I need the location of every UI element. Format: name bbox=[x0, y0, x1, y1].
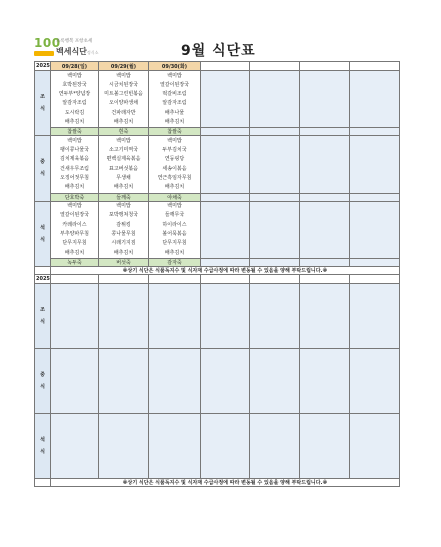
menu-item: 부추양파무침 bbox=[60, 230, 89, 237]
menu-item: 연두부*양념장 bbox=[58, 91, 91, 98]
menu-cell bbox=[300, 348, 350, 413]
porridge-cell: 감자죽 bbox=[149, 258, 201, 266]
menu-cell bbox=[300, 283, 350, 348]
menu-item: 카레라이스 bbox=[62, 221, 87, 228]
menu-item: 백미밥 bbox=[167, 137, 182, 144]
footnote: ※상기 식단은 식품독지수 및 식자재 수급사정에 따라 변동될 수 있음을 양해 부탁드립니다.※ bbox=[51, 266, 400, 274]
menu-item: 백미밥 bbox=[116, 137, 131, 144]
logo-number: 100 bbox=[34, 36, 61, 50]
menu-item: 팽이콩나물국 bbox=[60, 147, 89, 154]
date-header bbox=[250, 62, 300, 71]
menu-item: 백미밥 bbox=[167, 203, 182, 210]
menu-cell bbox=[149, 283, 201, 348]
menu-cell bbox=[149, 201, 201, 258]
menu-item: 시금치된장국 bbox=[109, 81, 138, 88]
menu-item: 백미밥 bbox=[167, 72, 182, 79]
porridge-cell bbox=[350, 258, 400, 266]
menu-cell bbox=[300, 413, 350, 478]
menu-item: 배추김치 bbox=[64, 118, 85, 125]
menu-item: 배추김치 bbox=[113, 249, 134, 256]
menu-item: 볼어묵볶음 bbox=[162, 230, 187, 237]
menu-item: 단무지무침 bbox=[62, 240, 87, 247]
menu-item: 배추나물 bbox=[164, 109, 185, 116]
menu-item: 떡갈비조림 bbox=[162, 91, 187, 98]
logo-name: 백세식단정식소 bbox=[56, 47, 99, 56]
meal-label-char: 식 bbox=[40, 448, 45, 455]
date-header bbox=[99, 274, 149, 283]
menu-cell bbox=[201, 413, 250, 478]
menu-item: 단무지무침 bbox=[162, 240, 187, 247]
menu-cell bbox=[350, 71, 400, 128]
menu-list bbox=[99, 71, 148, 127]
menu-cell bbox=[99, 201, 149, 258]
menu-item: 배추김치 bbox=[64, 184, 85, 191]
meal-label bbox=[35, 201, 51, 266]
porridge-cell bbox=[201, 128, 250, 136]
menu-item: 감튀킹 bbox=[116, 221, 131, 228]
menu-cell bbox=[99, 348, 149, 413]
menu-item: 백미밥 bbox=[67, 203, 82, 210]
menu-list bbox=[51, 71, 98, 127]
menu-cell bbox=[201, 348, 250, 413]
menu-item: 호박된장국 bbox=[62, 81, 87, 88]
menu-item: 열갈이된장국 bbox=[60, 212, 89, 219]
menu-item: 표고버섯볶음 bbox=[109, 165, 138, 172]
menu-item: 배추김치 bbox=[164, 118, 185, 125]
menu-cell bbox=[201, 201, 250, 258]
menu-cell bbox=[149, 413, 201, 478]
menu-cell bbox=[99, 283, 149, 348]
porridge-cell bbox=[250, 193, 300, 201]
menu-cell bbox=[250, 348, 300, 413]
menu-cell bbox=[300, 201, 350, 258]
menu-item: 포박맹쳐청국 bbox=[109, 212, 138, 219]
menu-list bbox=[149, 136, 200, 192]
menu-item: 배추김치 bbox=[64, 249, 85, 256]
date-header bbox=[51, 274, 99, 283]
meal-label-char: 식 bbox=[40, 236, 45, 243]
menu-item: 열갈이된장국 bbox=[160, 81, 189, 88]
menu-cell bbox=[350, 136, 400, 193]
meal-label bbox=[35, 71, 51, 136]
meal-label bbox=[35, 348, 51, 413]
date-header: 09/29(월) bbox=[99, 62, 149, 71]
menu-item: 시래기지짐 bbox=[111, 240, 136, 247]
menu-list bbox=[99, 202, 148, 258]
menu-item: 오징어젓무침 bbox=[60, 174, 89, 181]
menu-item: 백미밥 bbox=[116, 72, 131, 79]
menu-item: 백미밥 bbox=[67, 72, 82, 79]
menu-item: 백미밥 bbox=[116, 203, 131, 210]
meal-label-char: 조 bbox=[40, 306, 45, 313]
date-header bbox=[201, 62, 250, 71]
menu-item: 건파래자반 bbox=[111, 109, 136, 116]
date-header bbox=[250, 274, 300, 283]
note-spacer bbox=[35, 478, 51, 486]
menu-item: 소고기미역국 bbox=[109, 147, 138, 154]
logo-bar bbox=[34, 51, 54, 56]
menu-list bbox=[149, 202, 200, 258]
menu-cell bbox=[250, 201, 300, 258]
meal-label bbox=[35, 136, 51, 201]
menu-cell bbox=[51, 71, 99, 128]
meal-label-char: 식 bbox=[40, 318, 45, 325]
menu-item: 배추김치 bbox=[164, 249, 185, 256]
menu-item: 배추김치 bbox=[113, 184, 134, 191]
menu-item: 건새우무조림 bbox=[60, 165, 89, 172]
year-label: 2025 bbox=[36, 63, 50, 69]
menu-cell bbox=[350, 413, 400, 478]
menu-item: 배추김치 bbox=[113, 118, 134, 125]
menu-list bbox=[99, 136, 148, 192]
porridge-cell: 찹쌀죽 bbox=[51, 128, 99, 136]
meal-label-char: 중 bbox=[40, 371, 45, 378]
porridge-cell bbox=[300, 128, 350, 136]
date-header bbox=[350, 274, 400, 283]
menu-cell bbox=[149, 71, 201, 128]
date-header bbox=[350, 62, 400, 71]
menu-item: 연둥핑당 bbox=[164, 156, 185, 163]
menu-item: 연근흑임자무침 bbox=[157, 174, 192, 181]
meal-label bbox=[35, 283, 51, 348]
porridge-cell: 녹두죽 bbox=[51, 258, 99, 266]
logo-small-text: 초록행복 포항초셰 bbox=[56, 39, 93, 44]
menu-item: 들깨무국 bbox=[164, 212, 185, 219]
menu-item: 세송이볶음 bbox=[162, 165, 187, 172]
porridge-cell: 야채죽 bbox=[149, 193, 201, 201]
meal-label-char: 석 bbox=[40, 224, 45, 231]
menu-item: 백미밥 bbox=[67, 137, 82, 144]
meal-label-char: 식 bbox=[40, 383, 45, 390]
porridge-cell bbox=[300, 258, 350, 266]
porridge-cell: 단호박죽 bbox=[51, 193, 99, 201]
date-header bbox=[300, 62, 350, 71]
menu-cell bbox=[51, 283, 99, 348]
porridge-cell: 찹쌀죽 bbox=[149, 128, 201, 136]
menu-item: 미트볼그린빈볶음 bbox=[104, 91, 143, 98]
menu-cell bbox=[99, 71, 149, 128]
menu-item: 두부김치국 bbox=[162, 147, 187, 154]
menu-cell bbox=[250, 136, 300, 193]
menu-item: 편백실제육볶음 bbox=[106, 156, 141, 163]
porridge-cell bbox=[300, 193, 350, 201]
menu-cell bbox=[51, 413, 99, 478]
porridge-cell: 흰죽 bbox=[99, 128, 149, 136]
menu-cell bbox=[149, 136, 201, 193]
menu-cell bbox=[350, 348, 400, 413]
menu-cell bbox=[201, 71, 250, 128]
porridge-cell bbox=[350, 193, 400, 201]
porridge-cell bbox=[201, 193, 250, 201]
year-label: 2025 bbox=[36, 275, 50, 282]
menu-cell bbox=[201, 283, 250, 348]
meal-label-char: 중 bbox=[40, 159, 45, 166]
porridge-cell: 버섯죽 bbox=[99, 258, 149, 266]
menu-cell bbox=[51, 136, 99, 193]
porridge-cell bbox=[250, 258, 300, 266]
menu-cell bbox=[99, 136, 149, 193]
menu-cell bbox=[250, 413, 300, 478]
date-header bbox=[149, 274, 201, 283]
menu-item: 무생채 bbox=[116, 174, 131, 181]
meal-label-char: 조 bbox=[40, 94, 45, 101]
meal-label-char: 식 bbox=[40, 171, 45, 178]
porridge-cell bbox=[350, 128, 400, 136]
menu-item: 콩나물무침 bbox=[111, 230, 136, 237]
footnote: ※상기 식단은 식품독지수 및 식자재 수급사정에 따라 변동될 수 있음을 양해 부탁드립니다.※ bbox=[51, 478, 400, 486]
menu-cell bbox=[300, 71, 350, 128]
menu-list bbox=[149, 71, 200, 127]
porridge-cell bbox=[250, 128, 300, 136]
menu-item: 김치제육볶음 bbox=[60, 156, 89, 163]
menu-item: 도시락김 bbox=[64, 109, 85, 116]
menu-item: 배추김치 bbox=[164, 184, 185, 191]
menu-cell bbox=[99, 413, 149, 478]
note-spacer bbox=[35, 266, 51, 274]
date-header: 09/28(일) bbox=[51, 62, 99, 71]
porridge-cell bbox=[201, 258, 250, 266]
menu-list bbox=[51, 136, 98, 192]
menu-cell bbox=[51, 201, 99, 258]
menu-item: 알감자조림 bbox=[162, 100, 187, 107]
menu-cell bbox=[250, 71, 300, 128]
menu-item: 하이라이스 bbox=[162, 221, 187, 228]
menu-cell bbox=[250, 283, 300, 348]
page-title: 9월 식단표 bbox=[181, 43, 256, 59]
menu-cell bbox=[51, 348, 99, 413]
menu-cell bbox=[300, 136, 350, 193]
meal-label-char: 식 bbox=[40, 106, 45, 113]
menu-item: 오이양파생채 bbox=[109, 100, 138, 107]
meal-label bbox=[35, 413, 51, 478]
menu-cell bbox=[201, 136, 250, 193]
porridge-cell: 들깨죽 bbox=[99, 193, 149, 201]
date-header bbox=[201, 274, 250, 283]
menu-list bbox=[51, 202, 98, 258]
meal-label-char: 석 bbox=[40, 436, 45, 443]
menu-table bbox=[34, 61, 400, 487]
menu-cell bbox=[350, 283, 400, 348]
menu-cell bbox=[149, 348, 201, 413]
menu-cell bbox=[350, 201, 400, 258]
date-header bbox=[300, 274, 350, 283]
menu-item: 알감자조림 bbox=[62, 100, 87, 107]
date-header: 09/30(화) bbox=[149, 62, 201, 71]
